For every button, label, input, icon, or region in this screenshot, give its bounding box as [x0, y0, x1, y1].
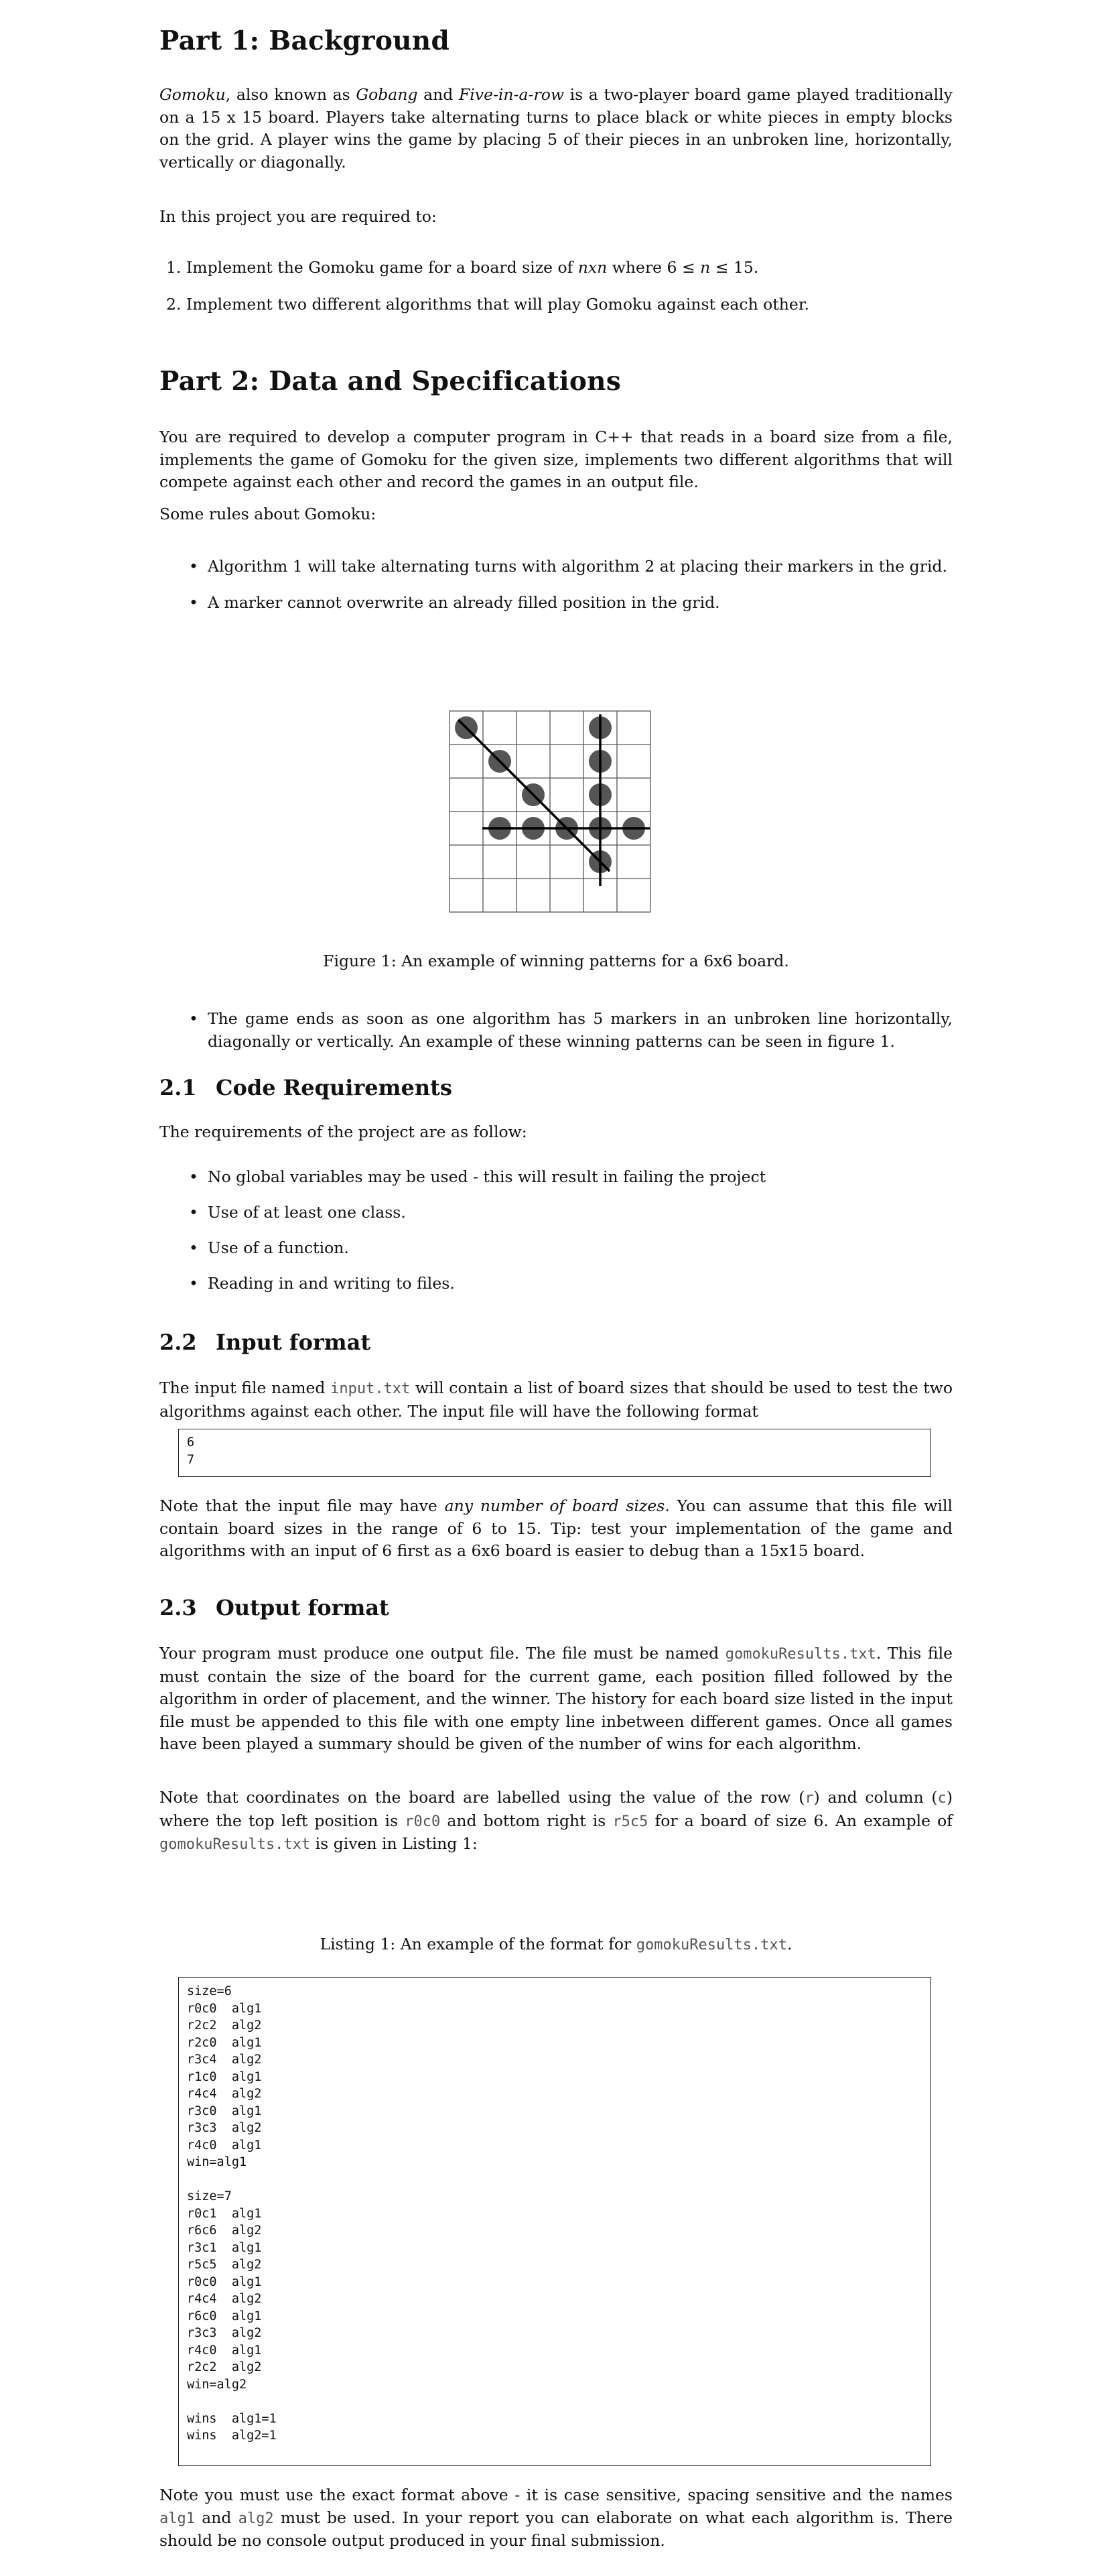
code-line: r2c2 alg2 — [187, 2360, 262, 2374]
para-text: is given in Listing 1: — [310, 1834, 478, 1853]
list-item — [186, 1237, 953, 1260]
item-text: Reading in and writing to files. — [208, 1274, 455, 1293]
section-title: Code Requirements — [216, 1075, 452, 1100]
item-text: Algorithm 1 will take alternating turns with algorithm 2 at placing their markers in the grid. — [208, 557, 947, 576]
diagonal-win-line — [458, 720, 610, 871]
figure-caption: Figure 1: An example of winning patterns for a 6x6 board. — [323, 952, 789, 970]
section-2-1-heading — [159, 1075, 452, 1100]
part2-heading: Part 2: Data and Specifications — [159, 366, 622, 397]
para-text: must be used. In your report you can elaborate on what each algorithm is. There should be no console output produced in your final submission. — [159, 2508, 953, 2550]
item-text: Use of a function. — [208, 1238, 349, 1257]
bullet: • — [189, 1009, 198, 1028]
item-text: ≤ 15. — [710, 258, 759, 277]
list-item — [186, 556, 953, 578]
item-text: Implement two different algorithms that will play Gomoku against each other. — [186, 295, 809, 314]
list-item — [186, 1202, 953, 1224]
item-text: A marker cannot overwrite an already filled position in the grid. — [208, 593, 720, 612]
code-line — [187, 2393, 922, 2410]
code-line: r6c0 alg1 — [187, 2309, 262, 2323]
para-text: Note that coordinates on the board are labelled using the value of the row ( — [159, 1788, 805, 1807]
math-nxn: nxn — [577, 258, 608, 277]
output-listing — [178, 1977, 931, 2466]
section-2-1-intro: The requirements of the project are as follow: — [159, 1122, 527, 1141]
item-text: where 6 ≤ — [607, 258, 701, 277]
code-top-left: r0c0 — [405, 1813, 441, 1830]
code-line — [187, 2171, 922, 2189]
code-alg1: alg1 — [159, 2510, 195, 2527]
section-2-2-heading — [159, 1330, 370, 1355]
part1-intro — [159, 84, 953, 174]
gomoku-board-figure — [449, 710, 654, 915]
section-2-2-note — [159, 1495, 953, 1563]
para-text: will contain a list of board sizes that should be used to test the two algorithms against each other. The input file will have the following format — [159, 1378, 953, 1421]
list-item — [186, 1008, 953, 1053]
filename-output: gomokuResults.txt — [159, 1836, 311, 1853]
part1-required: In this project you are required to: — [159, 207, 437, 226]
section-2-3-paragraph-1 — [159, 1643, 953, 1756]
list-item — [166, 294, 953, 316]
code-line: win=alg1 — [187, 2155, 247, 2169]
section-title: Output format — [216, 1595, 389, 1620]
code-line: r1c0 alg1 — [187, 2069, 262, 2084]
code-bottom-right: r5c5 — [612, 1813, 648, 1830]
intro-text-3: is a two-player board game played traditionally on a 15 x 15 board. Players take alternating turns to place black or white pieces in empty blocks on the grid. A player wins the game by placing 5 of their pieces in an unbroken line, horizontally, vertically or diagonally. — [159, 85, 953, 172]
bullet: • — [189, 1274, 198, 1293]
para-text: ) where the top left position is — [159, 1788, 953, 1830]
item-text: Implement the Gomoku game for a board size of — [186, 258, 578, 277]
filename-output: gomokuResults.txt — [725, 1646, 876, 1663]
code-line: r3c4 alg2 — [187, 2053, 262, 2067]
code-line: r3c3 alg2 — [187, 2326, 262, 2340]
section-2-3-heading — [159, 1595, 389, 1620]
section-title: Input format — [216, 1330, 371, 1355]
code-line: size=7 — [187, 2189, 232, 2203]
code-line: win=alg2 — [187, 2377, 247, 2392]
section-number: 2.2 — [159, 1330, 197, 1355]
para-text: and bottom right is — [440, 1811, 613, 1830]
bullet: • — [189, 593, 198, 612]
section-number: 2.1 — [159, 1075, 197, 1100]
intro-text-1: , also known as — [225, 85, 356, 104]
part1-heading: Part 1: Background — [159, 25, 450, 56]
para-text: . You can assume that this file will contain board sizes in the range of 6 to 15. Tip: test your implementation of the game and algorithms with an input of 6 first as a 6x6 board is easier to debug than a 15x15 board. — [159, 1496, 953, 1560]
listing-caption — [159, 1933, 953, 1957]
intro-text-2: and — [417, 85, 459, 104]
section-2-3-paragraph-2 — [159, 1787, 953, 1856]
code-line: r6c6 alg2 — [187, 2224, 262, 2238]
item-text: The game ends as soon as one algorithm has 5 markers in an unbroken line horizontally, diagonally or vertically. An example of these winning patterns can be seen in figure 1. — [208, 1009, 953, 1051]
code-line: 7 — [187, 1452, 195, 1467]
math-n: n — [700, 258, 711, 277]
code-line — [187, 2445, 922, 2462]
code-line: r4c4 alg2 — [187, 2292, 262, 2306]
para-text: and — [194, 2508, 238, 2527]
code-line: r0c1 alg1 — [187, 2206, 262, 2221]
code-line: r0c0 alg1 — [187, 2001, 262, 2016]
bullet: • — [189, 557, 198, 576]
bullet: • — [189, 1167, 198, 1186]
list-item — [186, 592, 953, 615]
code-line: r5c5 alg2 — [187, 2258, 262, 2272]
section-2-3-final-note — [159, 2484, 953, 2553]
code-alg2: alg2 — [238, 2510, 274, 2527]
code-line: r4c0 alg1 — [187, 2138, 262, 2152]
filename-output: gomokuResults.txt — [636, 1937, 787, 1953]
list-item — [186, 1166, 953, 1189]
para-text: for a board of size 6. An example of — [648, 1811, 953, 1830]
list-item — [166, 257, 953, 279]
code-line: r4c0 alg1 — [187, 2343, 262, 2358]
term-five-in-a-row: Five-in-a-row — [458, 85, 564, 104]
section-number: 2.3 — [159, 1595, 197, 1620]
list-number: 1. — [166, 258, 182, 277]
code-line: r3c1 alg1 — [187, 2240, 262, 2255]
code-line: r4c4 alg2 — [187, 2087, 262, 2101]
para-text: Note you must use the exact format above - it is case sensitive, spacing sensitive and the names — [159, 2486, 953, 2504]
section-2-2-paragraph — [159, 1377, 953, 1423]
para-text: Your program must produce one output file. The file must be named — [159, 1644, 725, 1663]
part2-intro: You are required to develop a computer program in C++ that reads in a board size from a file, implements the game of Gomoku for the given size, implements two different algorithms that will compete against each other and record the games in an output file. — [159, 428, 953, 491]
para-text: The input file named — [159, 1378, 331, 1397]
code-line: wins alg1=1 — [187, 2411, 277, 2426]
term-gobang: Gobang — [356, 85, 418, 104]
rules-intro: Some rules about Gomoku: — [159, 505, 376, 523]
code-r: r — [805, 1790, 814, 1807]
item-text: Use of at least one class. — [208, 1203, 406, 1222]
code-line: r3c3 alg2 — [187, 2121, 262, 2135]
list-number: 2. — [166, 295, 182, 314]
input-file-example — [178, 1429, 931, 1477]
item-text: No global variables may be used - this will result in failing the project — [208, 1167, 766, 1186]
code-line: 6 — [187, 1435, 195, 1450]
code-line: r2c0 alg1 — [187, 2035, 262, 2050]
code-line: r2c2 alg2 — [187, 2018, 262, 2033]
bullet: • — [189, 1203, 198, 1222]
filename-input: input.txt — [330, 1380, 411, 1397]
code-line: size=6 — [187, 1984, 232, 1998]
code-line: r3c0 alg1 — [187, 2104, 262, 2118]
code-line: r0c0 alg1 — [187, 2274, 262, 2289]
caption-text: Listing 1: An example of the format for — [320, 1935, 636, 1953]
para-text: ) and column ( — [813, 1788, 938, 1807]
term-gomoku: Gomoku — [159, 85, 226, 104]
para-text: . This file must contain the size of the board for the current game, each position filled followed by the algorithm in order of placement, and the winner. The history for each board size listed in the input file must be appended to this file with one empty line inbetween different games. Once all games have been played a summary should be given of the number of wins for each algorithm. — [159, 1644, 953, 1753]
bullet: • — [189, 1238, 198, 1257]
code-line: wins alg2=1 — [187, 2429, 277, 2443]
code-c: c — [937, 1790, 947, 1807]
para-text: Note that the input file may have — [159, 1496, 445, 1515]
emphasis: any number of board sizes — [444, 1496, 665, 1515]
caption-text: . — [786, 1935, 792, 1953]
list-item — [186, 1273, 953, 1295]
